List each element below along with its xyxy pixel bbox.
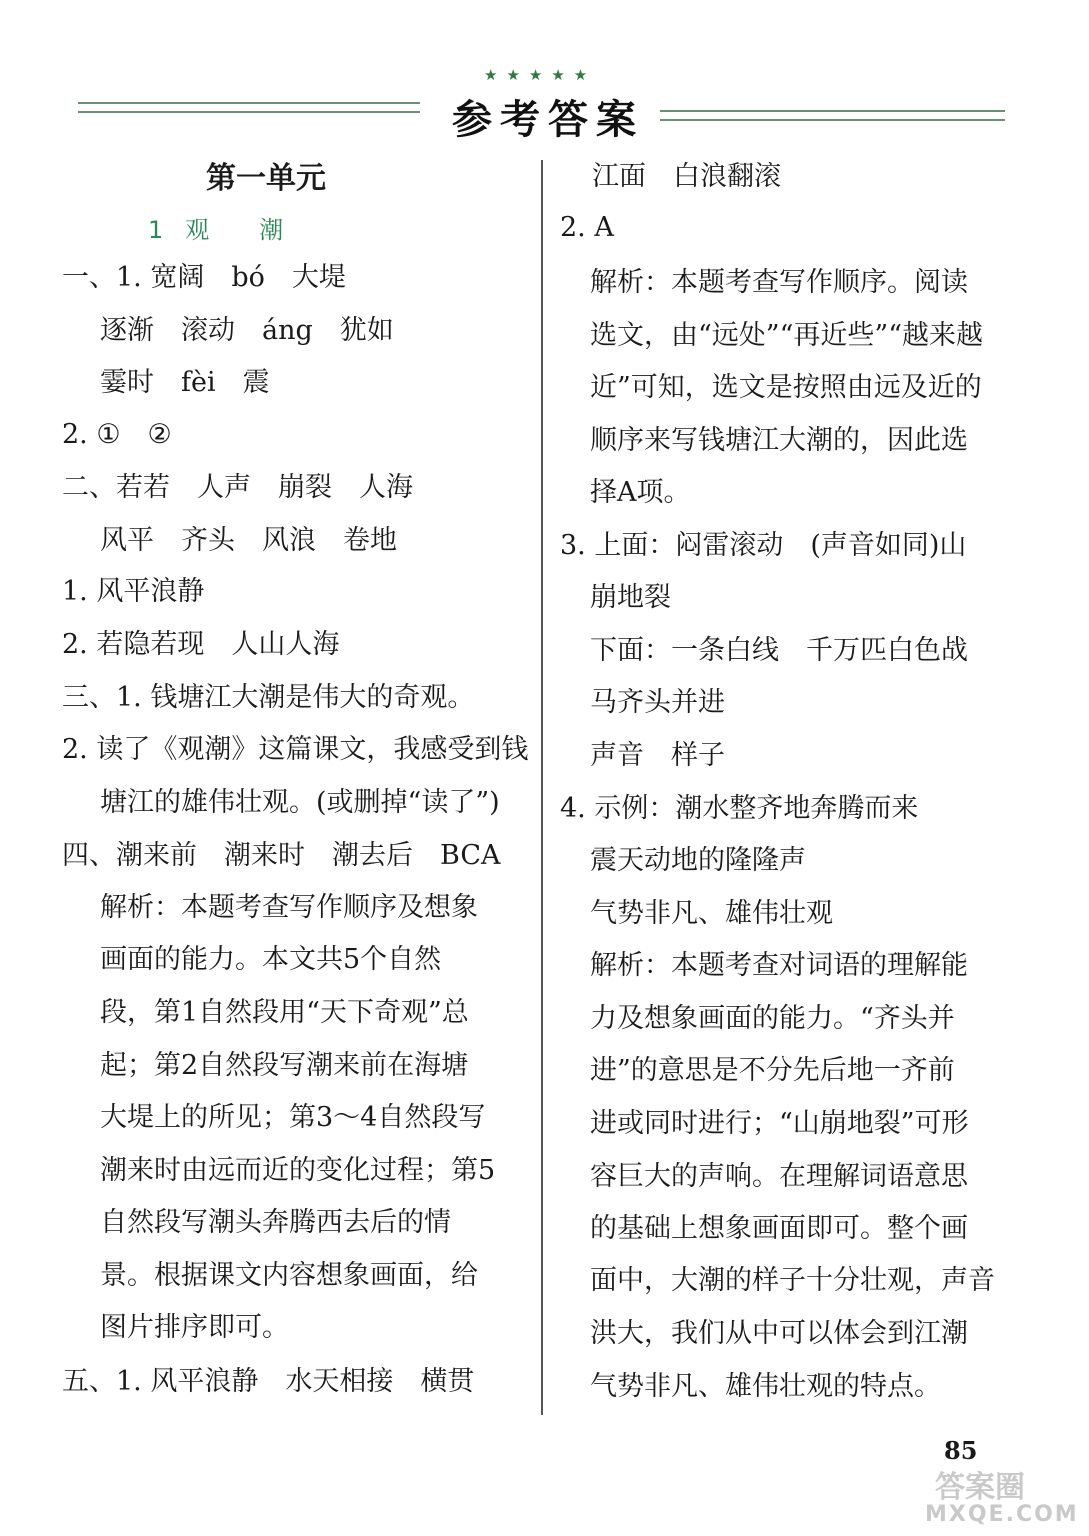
answer-line: 五、1. 风平浪静 水天相接 横贯: [62, 1366, 475, 1397]
answer-line: 下面：一条白线 千万匹白色战: [590, 635, 968, 666]
answer-line: 塘江的雄伟壮观。(或删掉“读了”): [100, 787, 500, 818]
analysis-line: 段，第1自然段用“天下奇观”总: [100, 997, 469, 1028]
column-divider: [541, 160, 543, 1415]
answer-line: 风平 齐头 风浪 卷地: [100, 525, 397, 556]
lesson-char-1: 观: [185, 216, 210, 244]
lesson-char-2: 潮: [259, 216, 284, 244]
analysis-line: 洪大，我们从中可以体会到江潮: [590, 1318, 968, 1349]
analysis-line: 进或同时进行；“山崩地裂”可形: [590, 1108, 969, 1139]
answer-line: 崩地裂: [590, 582, 671, 613]
header-rule-left: [78, 102, 420, 113]
answer-line: 声音 样子: [590, 740, 725, 771]
unit-title: 第一单元: [206, 161, 326, 196]
analysis-line: 的基础上想象画面即可。整个画: [590, 1213, 968, 1244]
answer-line: 3. 上面：闷雷滚动 (声音如同)山: [560, 530, 967, 561]
analysis-line: 选文，由“远处”“再近些”“越来越: [590, 320, 984, 351]
analysis-line: 解析：本题考查对词语的理解能: [590, 950, 968, 981]
analysis-line: 面中，大潮的样子十分壮观，声音: [590, 1265, 995, 1296]
analysis-line: 景。根据课文内容想象画面，给: [100, 1260, 478, 1291]
analysis-line: 气势非凡、雄伟壮观的特点。: [590, 1371, 941, 1402]
answer-line: 二、若若 人声 崩裂 人海: [62, 472, 413, 503]
watermark-logo: 答案圈: [935, 1470, 1025, 1505]
header-stars: ★★★★★: [484, 66, 597, 84]
answer-line: 2. A: [560, 212, 614, 243]
analysis-line: 力及想象画面的能力。“齐头并: [590, 1003, 955, 1034]
watermark-url: MXQE.COM: [925, 1502, 1079, 1527]
answer-line: 三、1. 钱塘江大潮是伟大的奇观。: [62, 682, 475, 713]
analysis-line: 进”的意思是不分先后地一齐前: [590, 1055, 955, 1086]
answer-line: 4. 示例：潮水整齐地奔腾而来: [560, 793, 919, 824]
analysis-line: 潮来时由远而近的变化过程；第5: [100, 1155, 496, 1186]
analysis-line: 解析：本题考查写作顺序及想象: [100, 892, 478, 923]
answer-line: 2. 若隐若现 人山人海: [62, 629, 340, 660]
analysis-line: 自然段写潮头奔腾西去后的情: [100, 1207, 451, 1238]
analysis-line: 解析：本题考查写作顺序。阅读: [590, 267, 968, 298]
analysis-line: 起；第2自然段写潮来前在海塘: [100, 1050, 469, 1081]
answer-line: 震天动地的隆隆声: [590, 845, 806, 876]
lesson-number: 1: [148, 216, 164, 244]
answer-line: 江面 白浪翻滚: [592, 161, 781, 192]
lesson-title: [148, 210, 305, 245]
analysis-line: 画面的能力。本文共5个自然: [100, 944, 442, 975]
answer-line: 霎时 fèi 震: [100, 367, 270, 398]
analysis-line: 顺序来写钱塘江大潮的，因此选: [590, 425, 968, 456]
analysis-line: 近”可知，选文是按照由远及近的: [590, 372, 982, 403]
answer-line: 2. ① ②: [62, 419, 172, 450]
answer-line: 1. 风平浪静: [62, 576, 205, 607]
page-title: 参考答案: [452, 96, 644, 143]
answer-line: 四、潮来前 潮来时 潮去后 BCA: [62, 840, 501, 871]
answer-line: 马齐头并进: [590, 687, 725, 718]
header-rule-right: [660, 110, 1005, 121]
answer-line: 气势非凡、雄伟壮观: [590, 898, 833, 929]
answer-line: 逐渐 滚动 áng 犹如: [100, 315, 394, 346]
page-number: 85: [944, 1436, 978, 1465]
answer-line: 2. 读了《观潮》这篇课文，我感受到钱: [62, 734, 529, 765]
analysis-line: 择A项。: [590, 477, 691, 508]
answer-line: 一、1. 宽阔 bó 大堤: [62, 262, 346, 293]
analysis-line: 大堤上的所见；第3～4自然段写: [100, 1102, 486, 1133]
analysis-line: 容巨大的声响。在理解词语意思: [590, 1161, 968, 1192]
analysis-line: 图片排序即可。: [100, 1312, 289, 1343]
